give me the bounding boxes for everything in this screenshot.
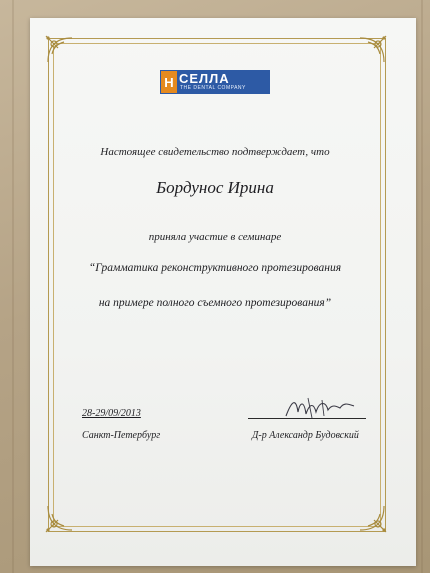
ornament-corner-icon <box>354 500 390 536</box>
seminar-title-line-2: на примере полного съемного протезирования” <box>98 297 332 309</box>
seminar-city: Санкт-Петербург <box>82 430 161 441</box>
signatory-name: Д-р Александр Будовский <box>252 430 359 441</box>
handwritten-signature <box>282 394 362 422</box>
seminar-title-line-1: “Грамматика реконструктивного протезирования <box>88 262 342 274</box>
wall-texture <box>421 0 423 573</box>
logo-tagline: THE DENTAL COMPANY <box>180 85 246 91</box>
decorative-frame-inner <box>53 43 381 527</box>
wall-texture <box>12 0 14 573</box>
recipient-name: Бордунос Ирина <box>156 178 274 197</box>
ornament-corner-icon <box>354 32 390 68</box>
seminar-date: 28-29/09/2013 <box>82 408 141 419</box>
logo-body <box>177 71 269 93</box>
participation-line: приняла участие в семинаре <box>148 231 282 243</box>
company-logo <box>160 70 270 94</box>
intro-line: Настоящее свидетельство подтверждает, что <box>100 146 330 158</box>
logo-name: СЕЛЛА <box>179 71 230 86</box>
logo-mark: Н <box>161 71 177 93</box>
ornament-corner-icon <box>42 32 78 68</box>
ornament-corner-icon <box>42 500 78 536</box>
